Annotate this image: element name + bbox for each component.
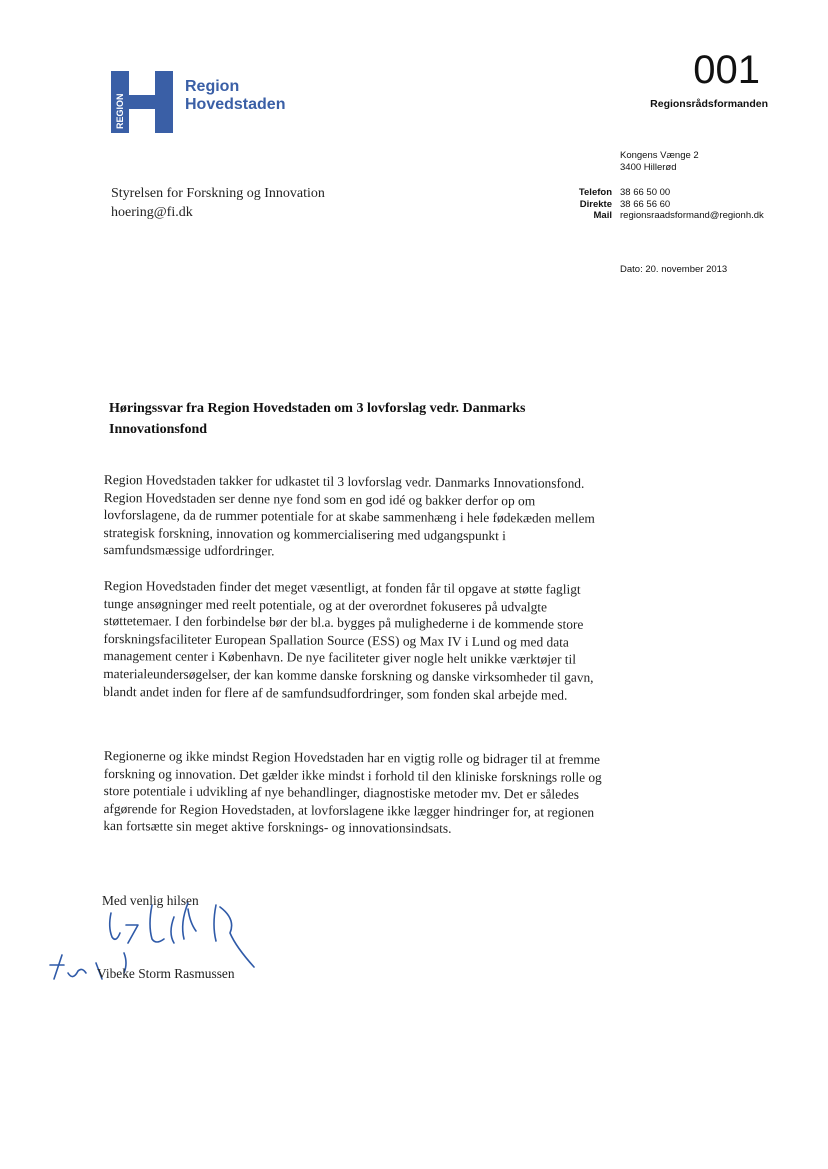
contact-label: Mail: [593, 210, 612, 221]
letter-heading: Høringssvar fra Region Hovedstaden om 3 lovforslag vedr. Danmarks Innovationsfond: [109, 401, 526, 437]
logo-line-1: Region: [185, 78, 240, 95]
recipient-name: Styrelsen for Forskning og Innovation: [111, 186, 325, 201]
paragraph-3: Regionerne og ikke mindst Region Hovedstaden har en vigtig rolle og bidrager til at fremme forskning og innovation. Det gælder ikke mindst i forhold til den kliniske forsknings rolle og store potentiale i udvikling af nye behandlinger, diagnostiske metoder mv. Det er således afgørende for Region Hovedstaden, at lovforslagene ikke lægger hindringer for, at regionen kan fortsætte sin meget aktive forsknings- og innovationsindsats.: [103, 747, 602, 837]
address-line-1: Kongens Vænge 2: [620, 150, 699, 161]
signer-name: Vibeke Storm Rasmussen: [97, 966, 235, 981]
sender-title: Regionsrådsformanden: [650, 98, 768, 110]
contact-row-phone: [548, 187, 778, 199]
logo-vertical-text: REGION: [115, 93, 125, 129]
recipient-block: [111, 184, 411, 222]
logo-line-2: Hovedstaden: [185, 96, 286, 113]
region-logo-icon: [111, 71, 173, 133]
contact-value-email[interactable]: regionsraadsformand@regionh.dk: [620, 210, 764, 221]
contact-label: Direkte: [579, 198, 612, 210]
contact-label: Telefon: [578, 187, 612, 198]
address-line-2: 3400 Hillerød: [620, 162, 677, 173]
sender-address: [620, 150, 790, 174]
contact-value: 38 66 56 60: [620, 198, 671, 210]
closing-greeting: Med venlig hilsen: [102, 893, 199, 908]
document-number: 001: [693, 48, 760, 92]
recipient-email[interactable]: hoering@fi.dk: [111, 205, 193, 220]
contact-row-mail: [548, 210, 778, 222]
contact-value: 38 66 50 00: [620, 187, 671, 198]
contact-block: [548, 187, 778, 222]
contact-row-direct: [548, 199, 778, 211]
paragraph-1: Region Hovedstaden takker for udkastet til 3 lovforslag vedr. Danmarks Innovationsfond. Region Hovedstaden ser denne nye fond som en god idé og bakker derfor op om lovforslagene, da de rummer potentiale for at skabe sammenhæng i hele fødekæden mellem strategisk forskning, innovation og kommercialisering med udgangspunkt i samfundsmæssige udfordringer.: [103, 471, 595, 559]
letter-date: Dato: 20. november 2013: [620, 264, 728, 275]
logo-wordmark: [185, 78, 345, 114]
paragraph-2: Region Hovedstaden finder det meget væsentligt, at fonden får til opgave at støtte fagligt tunge ansøgninger med reelt potentiale, og at der overordnet fokuseres på udvalgte støttetemaer. I den forbindelse bør der bl.a. bygges på mulighederne i de kommende store forskningsfaciliteter European Spallation Source (ESS) og Max IV i Lund og med data management center i København. De nye faciliteter giver nogle helt unikke værktøjer til materialeundersøgelser, der kan komme danske forskning og danske virksomheder til gavn, blandt andet inden for flere af de samfundsudfordringer, som fonden skal arbejde med.: [103, 577, 594, 703]
